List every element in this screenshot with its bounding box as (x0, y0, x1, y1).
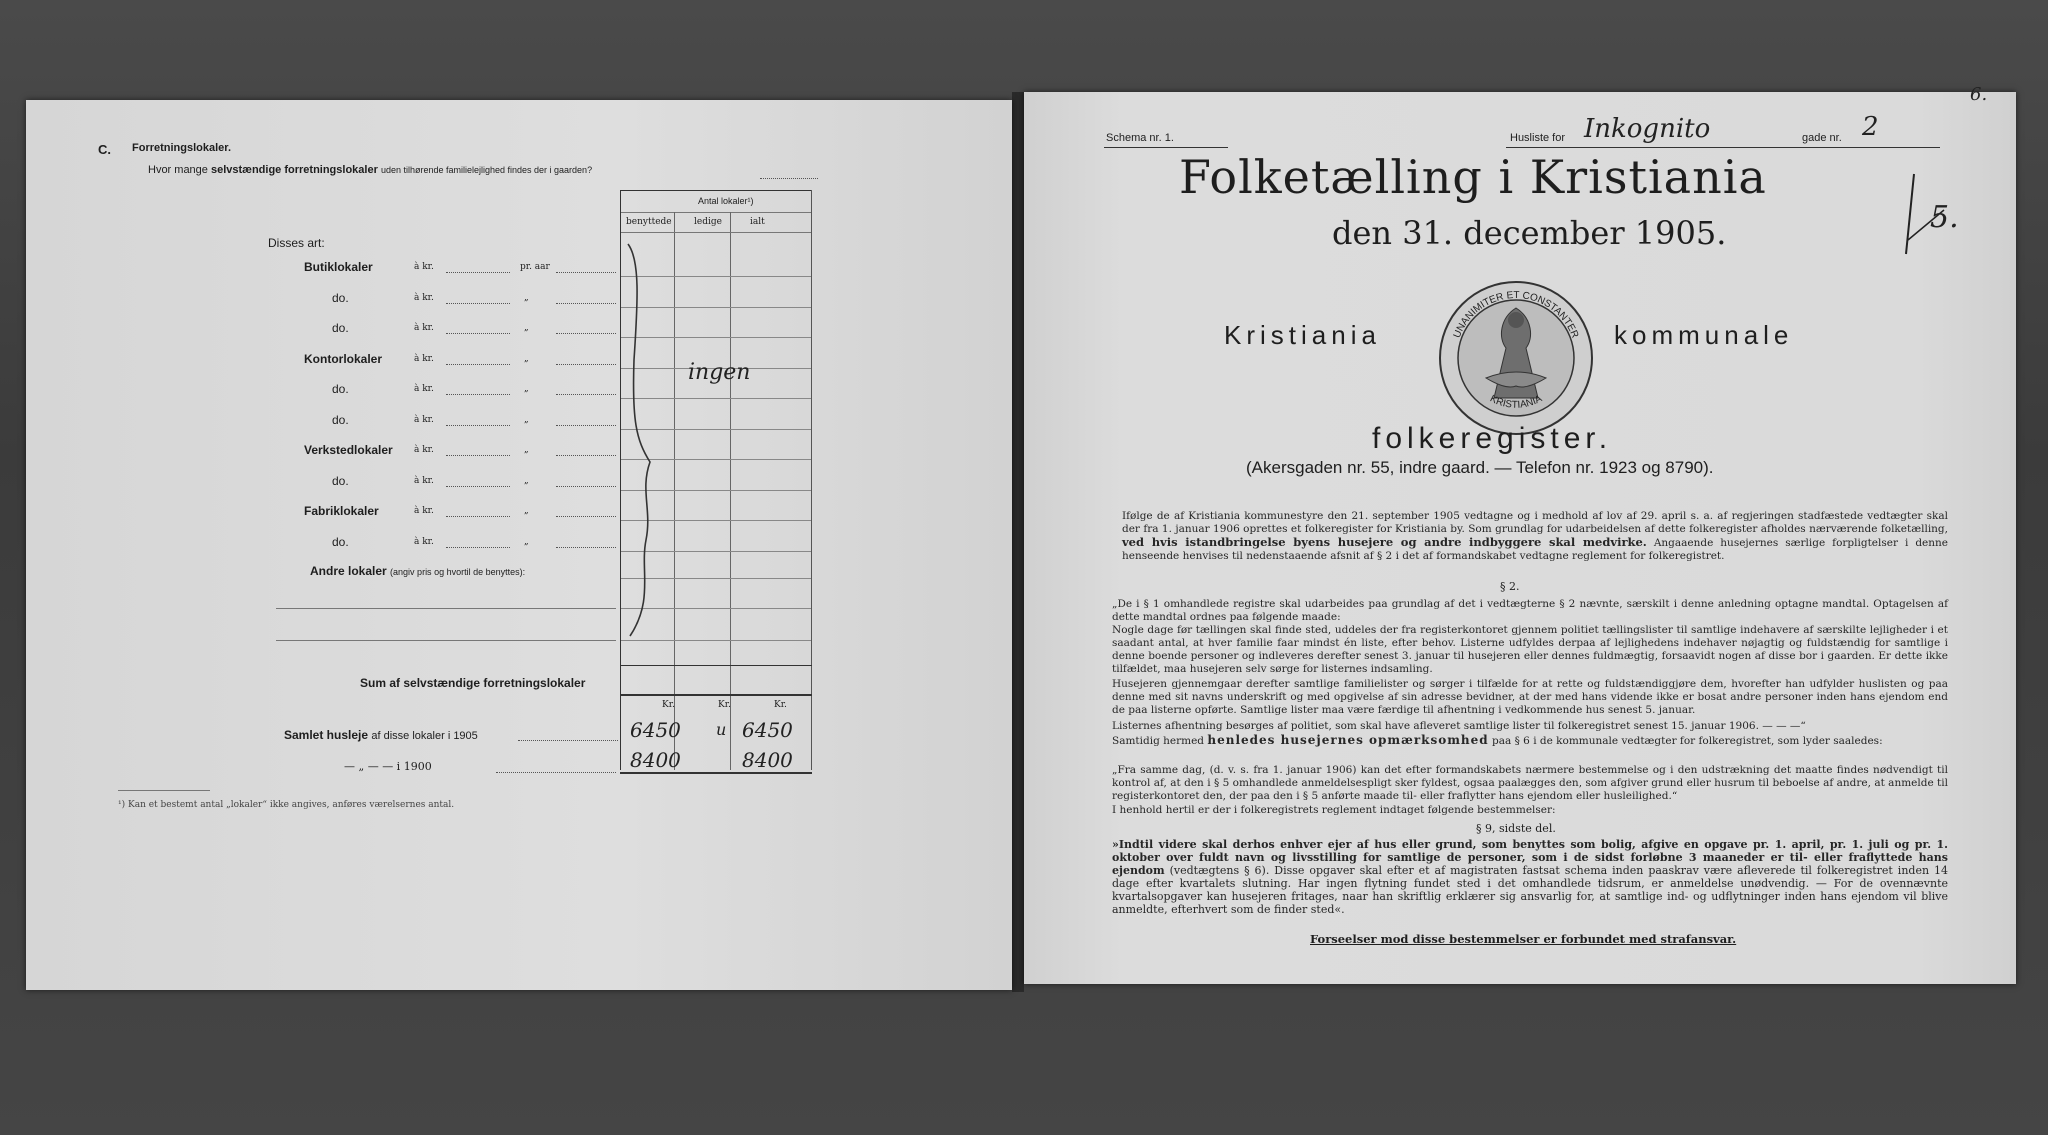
row-price-line (446, 364, 510, 365)
penalty-notice: Forseelser mod disse bestemmelser er forbundet med strafansvar. (1310, 932, 1737, 946)
rent-1905-ledige: u (716, 720, 727, 739)
footnote: ¹) Kan et bestemt antal „lokaler“ ikke angives, anføres værelsernes antal. (118, 800, 455, 810)
row-price-line (446, 303, 510, 304)
row-label: do. (332, 474, 349, 488)
row-label: do. (332, 382, 349, 396)
row-price-line (446, 394, 510, 395)
row-label: Verkstedlokaler (304, 443, 393, 457)
row-kr: à kr. (414, 415, 434, 425)
sub-title: den 31. december 1905. (1332, 214, 1727, 252)
row-period: „ (524, 354, 529, 364)
row-1900-dots (496, 772, 616, 773)
schema-label: Schema nr. 1. (1106, 132, 1174, 144)
row-price-line (446, 547, 510, 548)
rent-1905-benyttede: 6450 (630, 718, 681, 742)
kr-header-3: Kr. (774, 700, 787, 710)
row-kr: à kr. (414, 262, 434, 272)
seal-text-top: UNANIMITER ET CONSTANTER (1451, 289, 1581, 340)
row-kr: à kr. (414, 476, 434, 486)
section-9-heading: § 9, sidste del. (1476, 822, 1556, 835)
row-label: Butiklokaler (304, 260, 373, 274)
kr-header-2: Kr. (718, 700, 731, 710)
table-header-rule (621, 212, 811, 213)
row-leader-dots (556, 333, 616, 334)
gade-label: gade nr. (1802, 132, 1842, 144)
col-header-rule (621, 232, 811, 233)
row-price-line (446, 486, 510, 487)
paragraph-7: „Fra samme dag, (d. v. s. fra 1. januar 1906) kan det efter formandskabets nærmere bestemmelse og i den udstrækning det maatte findes nødvendigt til kontrol af, at den i § 5 omhandlede anmeldelsespligt sker fyldest, ogsaa paalægges den, som afgiver grund eller husrum til beboelse af andre, at anmelde til registerkontoret den, der paa den i § 5 anførte maade til- eller fraflytter hans ejendom eller husleilighed.“ (1112, 764, 1948, 802)
andre-lokaler: Andre lokaler (angiv pris og hvortil de benyttes): (310, 564, 526, 578)
row-kr: à kr. (414, 384, 434, 394)
kommunale-word: kommunale (1614, 320, 1794, 350)
schema-rule (1104, 147, 1228, 148)
row-kr: à kr. (414, 445, 434, 455)
row-price-line (446, 272, 510, 273)
table-header: Antal lokaler¹) (698, 196, 754, 206)
row-leader-dots (556, 394, 616, 395)
row-label: do. (332, 535, 349, 549)
row-leader-dots (556, 516, 616, 517)
corner-number: 6. (1970, 84, 1988, 105)
sum-label: Sum af selvstændige forretningslokaler (360, 676, 586, 690)
row-label: do. (332, 413, 349, 427)
samlet-dots (518, 740, 618, 741)
sum-rule-top (620, 665, 812, 666)
handwritten-ingen: ingen (688, 360, 751, 385)
handwritten-brace (626, 240, 686, 640)
paragraph-5: Listernes afhentning besørges af politiet, som skal have afleveret samtlige lister til folkeregistret senest 15. januar 1906. — — —“ (1112, 720, 1806, 732)
row-label: Kontorlokaler (304, 352, 383, 366)
paragraph-6: Samtidig hermed henledes husejernes opmærksomhed paa § 6 i de kommunale vedtægter for folkeregistret, som lyder saaledes: (1112, 733, 1883, 747)
paragraph-3: Nogle dage før tællingen skal finde sted, uddeles der fra registerkontoret gjennem politiet tællingslister til samtlige indehavere af særskilte lejligheder i et saadant antal, at hver familie faar mindst én liste, efter behov. Listerne udfyldes derpaa af lejlighedens indehaver nøjagtig og fuldstændig for samtlige i denne boende personer og indleveres derefter senest 3. januar til husejeren eller dennes fuldmægtig, forsaavidt nogen af disse bor i gaarden. Er dette ikke tilfældet, maa husejeren selv sørge for listernes indsamling. (1112, 624, 1948, 675)
row-leader-dots (556, 364, 616, 365)
row-kr: à kr. (414, 537, 434, 547)
right-page (1024, 84, 2016, 984)
section-title: Forretningslokaler. (132, 142, 232, 154)
husliste-label: Husliste for (1510, 132, 1566, 144)
left-page (26, 100, 1012, 990)
row-kr: à kr. (414, 323, 434, 333)
main-title: Folketælling i Kristiania (1179, 150, 1767, 204)
row-price-line (446, 516, 510, 517)
margin-mark-text: 5. (1930, 200, 1959, 235)
book-spine (1012, 92, 1024, 992)
table-bottom-rule (620, 772, 812, 774)
row-price-line (446, 333, 510, 334)
table-left-rule (620, 190, 621, 770)
row-period: „ (524, 537, 529, 547)
row-period: „ (524, 384, 529, 394)
row-leader-dots (556, 547, 616, 548)
sum-rule-bottom (620, 694, 812, 696)
kristiania-word: Kristiania (1224, 320, 1381, 350)
rent-1900-ialt: 8400 (742, 748, 793, 772)
rent-1905-ialt: 6450 (742, 718, 793, 742)
row-period: pr. aar (520, 262, 550, 272)
row-label: do. (332, 291, 349, 305)
row-kr: à kr. (414, 293, 434, 303)
paragraph-4: Husejeren gjennemgaar derefter samtlige familielister og sørger i tilfælde for at rette og fuldstændiggjøre dem, hvorefter han udfylder huslisten og paa denne med sit navns underskrift og med opgivelse af sin adresse bevidner, at der med hans vidende ikke er bosat andre personer inden hans ejendom end de paa listerne opførte. Samtlige lister maa være færdige til afhentning i vedkommende hus senest 5. januar. (1112, 678, 1948, 716)
row-leader-dots (556, 272, 616, 273)
section-2-heading: § 2. (1500, 580, 1520, 593)
row-price-line (446, 455, 510, 456)
row-period: „ (524, 293, 529, 303)
row-label: do. (332, 321, 349, 335)
row-period: „ (524, 445, 529, 455)
seal-text-bottom: KRISTIANIA (1488, 393, 1544, 411)
register-heading: folkeregister. (1372, 422, 1613, 455)
kr-header-1: Kr. (662, 700, 675, 710)
answer-line (760, 178, 818, 179)
husliste-value: Inkognito (1584, 114, 1711, 144)
row-kr: à kr. (414, 506, 434, 516)
row-leader-dots (556, 425, 616, 426)
row-kr: à kr. (414, 354, 434, 364)
gade-value: 2 (1862, 112, 1879, 142)
paragraph-8: I henhold hertil er der i folkeregistrets reglement indtaget følgende bestemmelser: (1112, 804, 1556, 816)
footnote-rule (118, 790, 210, 791)
row-label: Fabriklokaler (304, 504, 379, 518)
row-leader-dots (556, 486, 616, 487)
row-period: „ (524, 415, 529, 425)
row-leader-dots (556, 455, 616, 456)
andre-line-1 (276, 608, 616, 609)
row-period: „ (524, 476, 529, 486)
andre-table-rule (621, 640, 811, 641)
table-top-rule (621, 190, 811, 191)
disses-art-label: Disses art: (268, 236, 325, 250)
col-divider-2 (730, 212, 731, 770)
question: Hvor mange selvstændige forretningslokaler uden tilhørende familielejlighed findes der i gaarden? (148, 164, 593, 176)
paragraph-9: »Indtil videre skal derhos enhver ejer af hus eller grund, som benyttes som bolig, afgive en opgave pr. 1. april, pr. 1. juli og pr. 1. oktober over fuldt navn og livsstilling for samtlige de personer, som i de sidst forløbne 3 maaneder er til- eller fraflyttede hans ejendom (vedtægtens § 6). Disse opgaver skal efter et af magistraten fastsat schema inden paaskrav være afleverede til folkeregistret inden 14 dage efter kvartalets slutning. Har ingen flytning fundet sted i det omhandlede tidsrum, er anmeldelse unødvendig. — For de ovennævnte kvartalsopgaver kan husejeren fritages, naar han skriftlig erklærer sig ansvarlig for, at samtlige ind- og udflytninger inden hans ejendom vil blive anmeldte, efterhvert som de finder sted«. (1112, 838, 1948, 916)
section-letter: C. (98, 142, 111, 157)
address-line: (Akersgaden nr. 55, indre gaard. — Telefon nr. 1923 og 8790). (1246, 458, 1714, 477)
col-ledige: ledige (694, 217, 722, 227)
intro-paragraph: Ifølge de af Kristiania kommunestyre den 21. september 1905 vedtagne og i medhold af lov af 29. april s. a. af regjeringen stadfæstede vedtægter skal der fra 1. januar 1906 oprettes et folkeregister for Kristiania by. Som grundlag for udarbeidelsen af dette folkeregister afholdes nærværende folketælling, ved hvis istandbringelse byens husejere og andre indbyggere skal medvirke. Angaaende husejernes særlige forpligtelser i denne henseende henvises til nedenstaaende afsnit af § 2 i det af formandskabet vedtagne reglement for folkeregistret. (1122, 510, 1948, 562)
table-right-rule (811, 190, 812, 770)
row-1900-label: — „ — — i 1900 (344, 760, 432, 773)
city-seal (1436, 278, 1596, 438)
rent-1900-benyttede: 8400 (630, 748, 681, 772)
samlet-label: Samlet husleje af disse lokaler i 1905 (284, 728, 478, 742)
row-period: „ (524, 506, 529, 516)
andre-line-2 (276, 640, 616, 641)
row-period: „ (524, 323, 529, 333)
husliste-rule (1506, 147, 1940, 148)
row-price-line (446, 425, 510, 426)
row-leader-dots (556, 303, 616, 304)
paragraph-2: „De i § 1 omhandlede registre skal udarbeides paa grundlag af det i vedtægterne § 2 nævnte, særskilt i denne anledning optagne mandtal. Optagelsen af dette mandtal ordnes paa følgende maade: (1112, 598, 1948, 623)
col-benyttede: benyttede (626, 217, 672, 227)
col-ialt: ialt (750, 217, 765, 227)
